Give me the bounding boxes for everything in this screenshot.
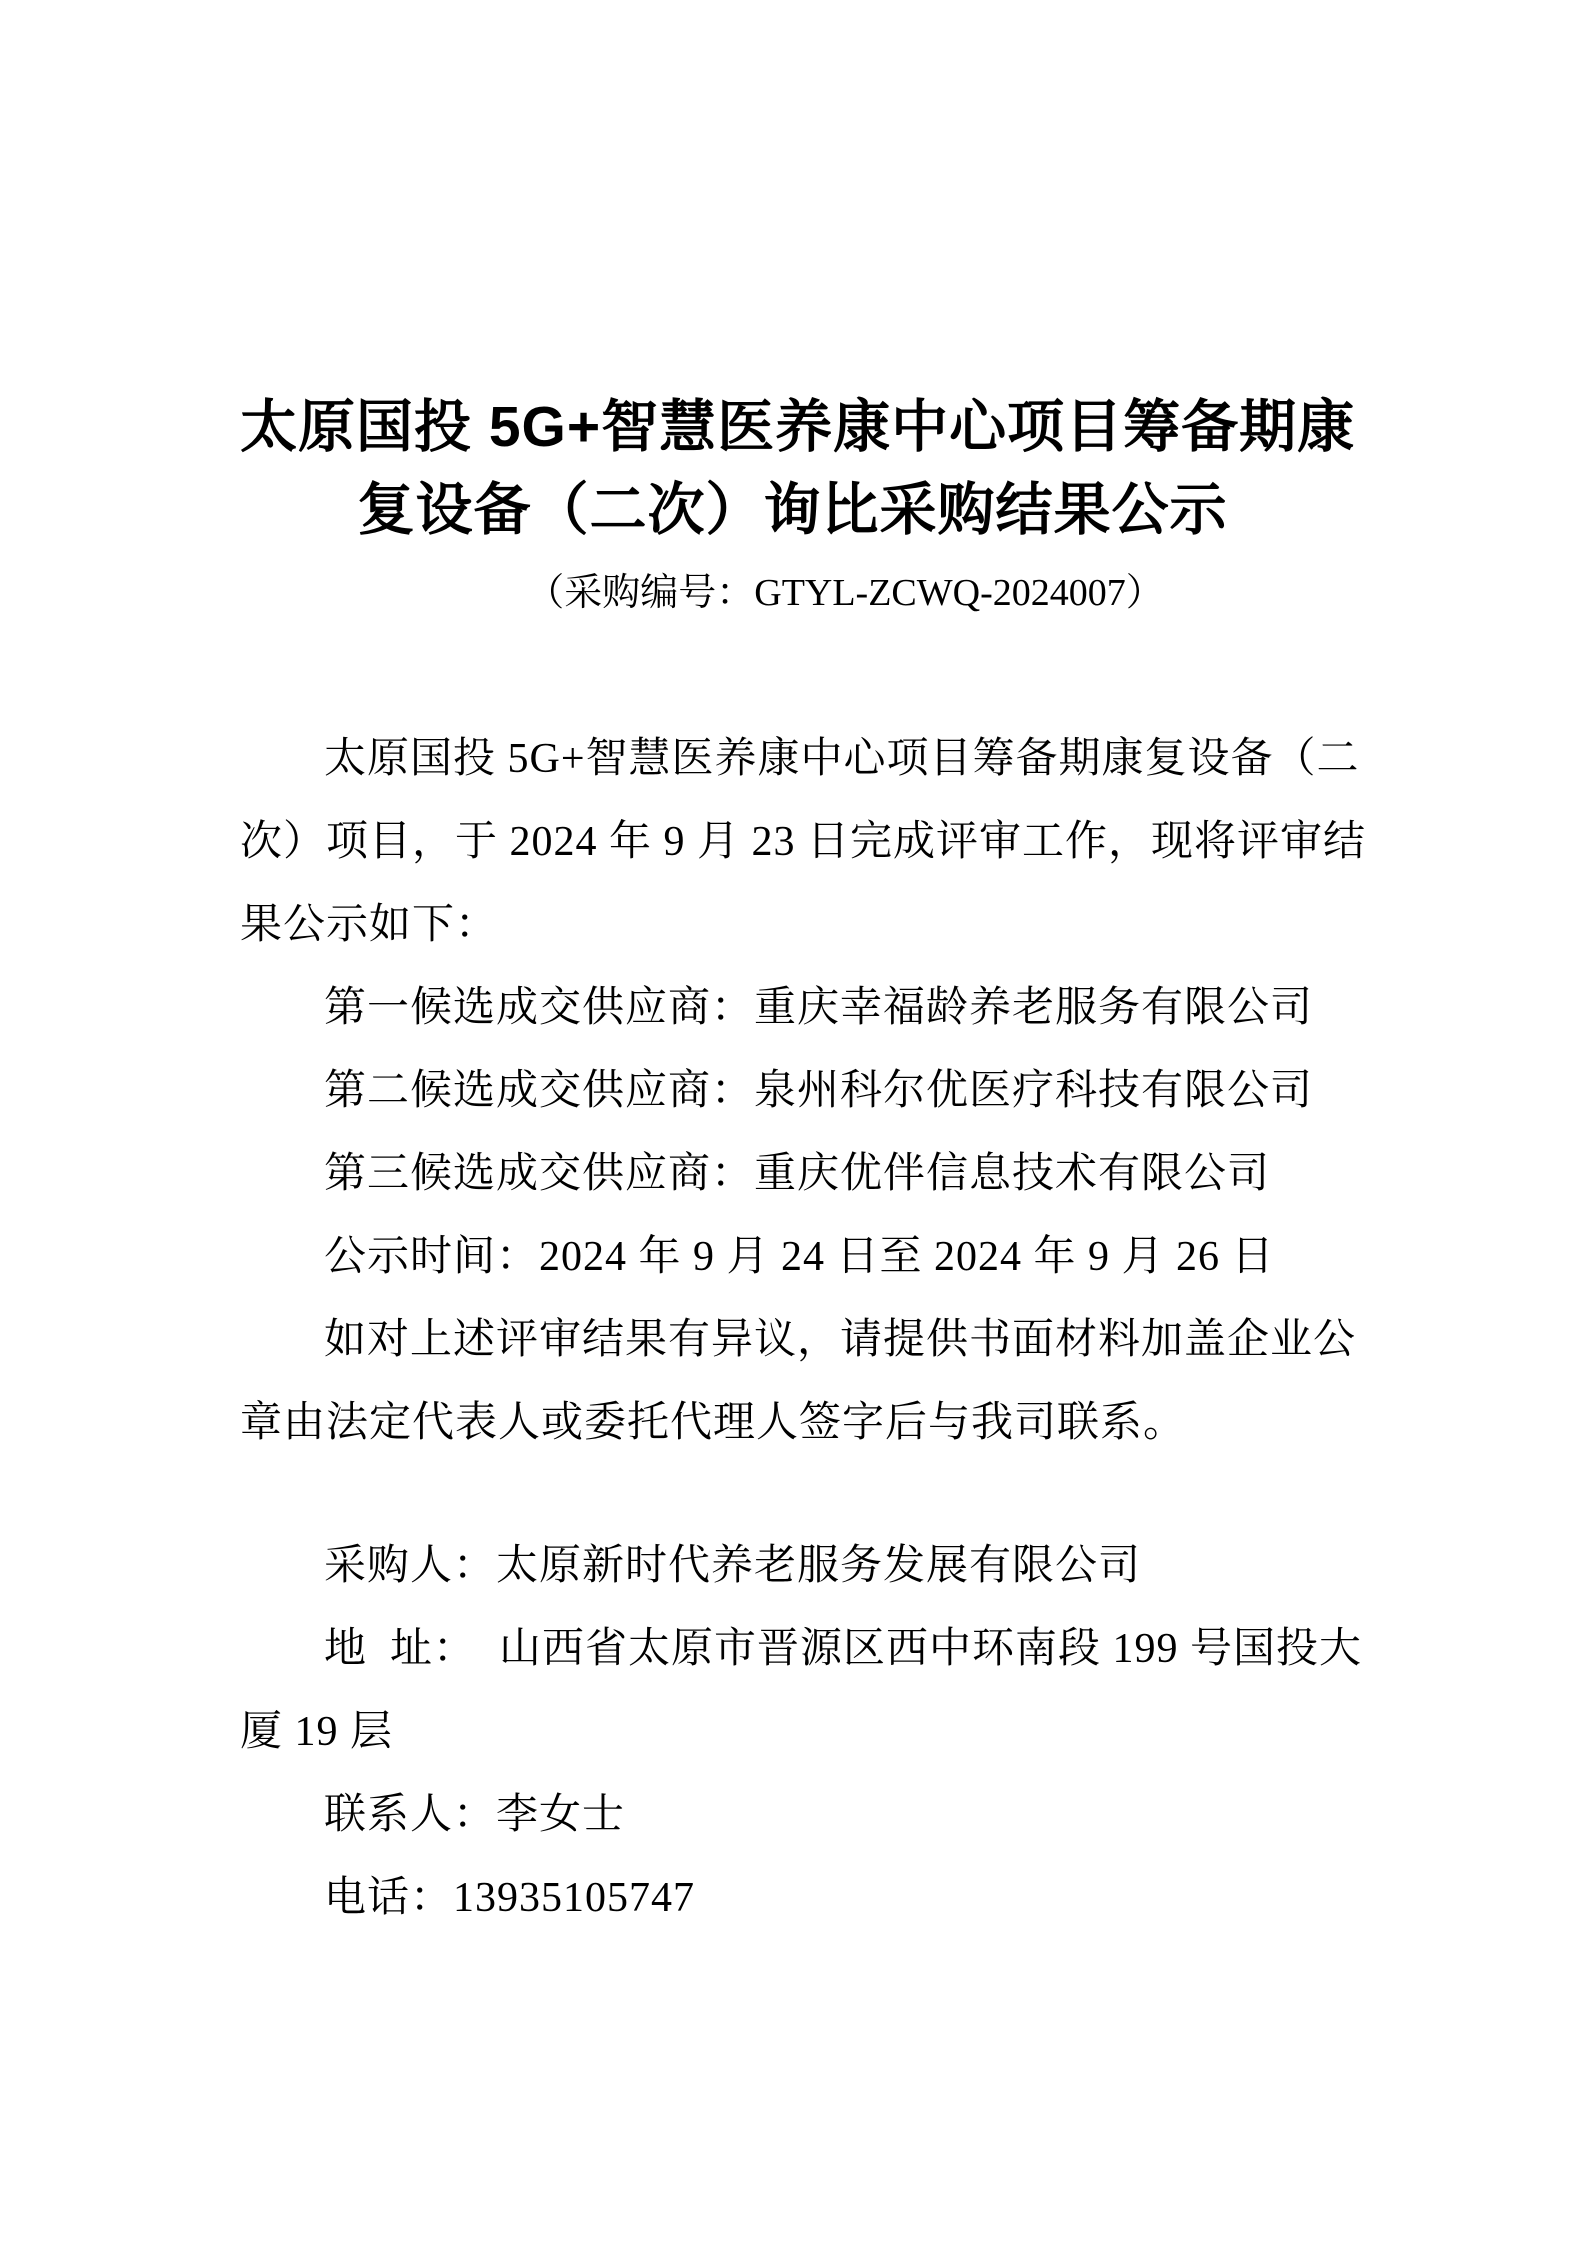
intro-line-1: 太原国投 5G+智慧医养康中心项目筹备期康复设备（二 xyxy=(324,736,1360,782)
objection-line-1: 如对上述评审结果有异议，请提供书面材料加盖企业公 xyxy=(324,1317,1357,1363)
purchaser-line: 采购人：太原新时代养老服务发展有限公司 xyxy=(324,1543,1142,1589)
candidate-line-1: 第一候选成交供应商：重庆幸福龄养老服务有限公司 xyxy=(324,985,1314,1031)
intro-line-3: 果公示如下： xyxy=(240,902,499,948)
phone-line: 电话：13935105747 xyxy=(324,1875,696,1921)
publicity-time-line: 公示时间：2024 年 9 月 24 日至 2024 年 9 月 26 日 xyxy=(324,1234,1275,1280)
document-title-line-1: 太原国投 5G+智慧医养康中心项目筹备期康 xyxy=(240,395,1356,459)
blank-line xyxy=(240,635,1345,718)
document-title-line-2: 复设备（二次）询比采购结果公示 xyxy=(357,478,1228,542)
address-line-1: 地 址： 山西省太原市晋源区西中环南段 199 号国投大 xyxy=(324,1626,1363,1672)
candidate-line-2: 第二候选成交供应商：泉州科尔优医疗科技有限公司 xyxy=(324,1068,1314,1114)
procurement-number-line: （采购编号：GTYL-ZCWQ-2024007） xyxy=(526,572,1164,614)
intro-line-2: 次）项目，于 2024 年 9 月 23 日完成评审工作，现将评审结 xyxy=(240,819,1367,865)
address-line-2: 厦 19 层 xyxy=(240,1709,394,1755)
paragraph-spacer xyxy=(240,1465,1345,1525)
candidate-line-3: 第三候选成交供应商：重庆优伴信息技术有限公司 xyxy=(324,1151,1271,1197)
document-content xyxy=(240,386,1367,1940)
objection-line-2: 章由法定代表人或委托代理人签字后与我司联系。 xyxy=(240,1400,1187,1446)
contact-person-line: 联系人：李女士 xyxy=(324,1792,626,1838)
